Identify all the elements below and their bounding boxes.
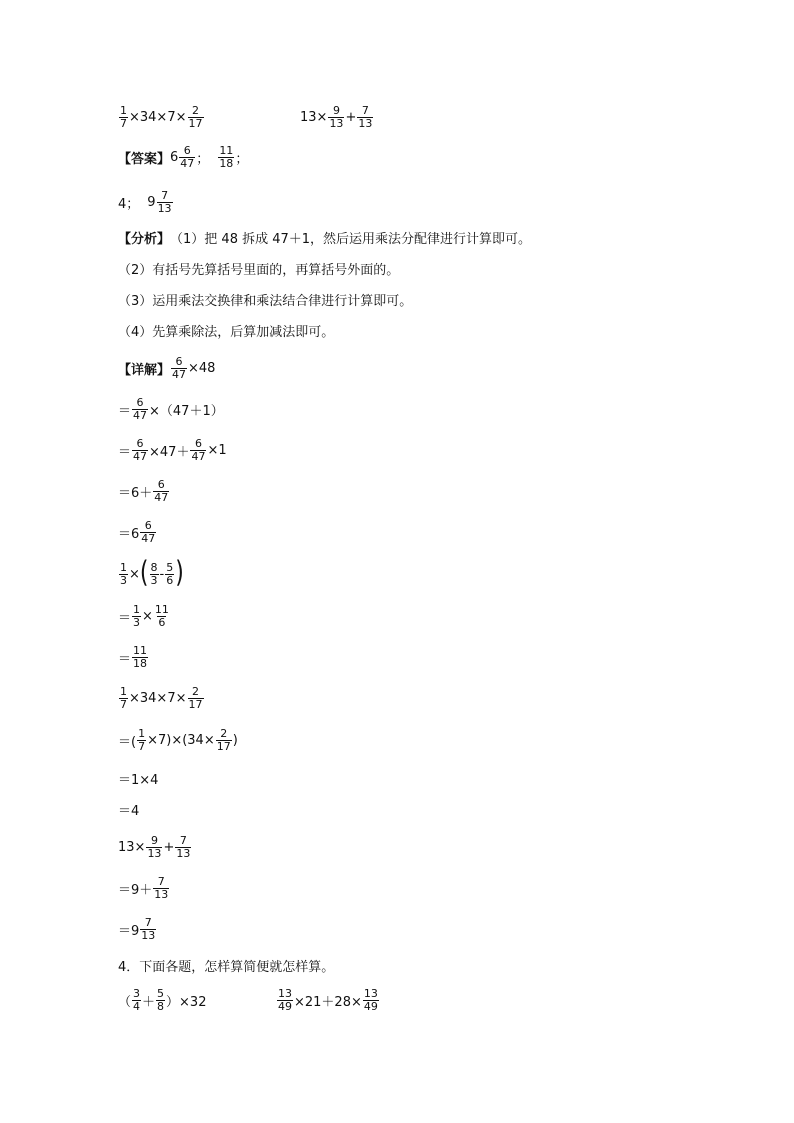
fraction: $\frac{5}{8}$ <box>157 986 165 1013</box>
detail-step-12: ＝4 <box>118 803 140 819</box>
fraction: $\frac{6}{47}$ <box>133 436 148 463</box>
detail-step-1: 【详解】 $\frac{6}{47}$ ×48 <box>118 354 216 381</box>
problem-3-4: 13× $\frac{9}{13}$ + $\frac{7}{13}$ <box>300 103 373 130</box>
fraction: $\frac{7}{13}$ <box>154 874 169 901</box>
detail-step-2: ＝ $\frac{6}{47}$ ×（47＋1） <box>118 395 224 422</box>
fraction: $\frac{11}{6}$ <box>154 602 169 629</box>
detail-step-13: 13× $\frac{9}{13}$ + $\frac{7}{13}$ <box>118 833 191 860</box>
detail-step-6: $\frac{1}{3}$ × ( $\frac{8}{3}$ - $\frac{5}{6}$ ) <box>120 556 184 591</box>
fraction: $\frac{1}{7}$ <box>120 684 127 711</box>
fraction: $\frac{7}{13}$ <box>176 833 191 860</box>
analysis-line-3: （3）运用乘法交换律和乘法结合律进行计算即可。 <box>118 293 413 309</box>
analysis-line-1: 【分析】 （1）把 48 拆成 47＋1，然后运用乘法分配律进行计算即可。 <box>118 231 532 247</box>
problem-4-1: （ $\frac{3}{4}$ ＋ $\frac{5}{8}$ ）×32 <box>118 986 207 1013</box>
analysis-line-4: （4）先算乘除法，后算加减法即可。 <box>118 324 335 340</box>
detail-step-5: ＝6 $\frac{6}{47}$ <box>118 518 156 545</box>
fraction: $\frac{6}{47}$ <box>172 354 187 381</box>
fraction: $\frac{6}{47}$ <box>154 477 169 504</box>
detail-step-10: ＝( $\frac{1}{7}$ ×7)×(34× $\frac{2}{17}$ ) <box>118 726 238 753</box>
fraction: $\frac{6}{47}$ <box>180 143 195 170</box>
fraction: $\frac{9}{13}$ <box>329 103 344 130</box>
fraction: $\frac{7}{13}$ <box>141 915 156 942</box>
analysis-line-2: （2）有括号先算括号里面的，再算括号外面的。 <box>118 262 400 278</box>
fraction: $\frac{2}{17}$ <box>188 684 203 711</box>
detail-step-3: ＝ $\frac{6}{47}$ ×47＋ $\frac{6}{47}$ ×1 <box>118 436 227 463</box>
fraction: $\frac{3}{4}$ <box>133 986 141 1013</box>
fraction: $\frac{7}{13}$ <box>157 188 172 215</box>
fraction: $\frac{6}{47}$ <box>141 518 156 545</box>
detail-step-11: ＝1×4 <box>118 772 159 788</box>
fraction: $\frac{2}{17}$ <box>216 726 231 753</box>
problem-3-3: $\frac{1}{7}$ ×34×7× $\frac{2}{17}$ <box>120 103 203 130</box>
fraction: $\frac{5}{6}$ <box>166 560 174 587</box>
detail-step-8: ＝ $\frac{11}{18}$ <box>118 643 148 670</box>
fraction: $\frac{6}{47}$ <box>191 436 206 463</box>
answer-line-2: 4； 9 $\frac{7}{13}$ <box>118 188 172 215</box>
fraction: $\frac{1}{7}$ <box>120 103 127 130</box>
fraction: $\frac{13}{49}$ <box>363 986 378 1013</box>
left-paren: ( <box>139 556 149 591</box>
detail-step-7: ＝ $\frac{1}{3}$ × $\frac{11}{6}$ <box>118 602 169 629</box>
fraction: $\frac{11}{18}$ <box>133 643 148 670</box>
fraction: $\frac{6}{47}$ <box>133 395 148 422</box>
detail-step-15: ＝9 $\frac{7}{13}$ <box>118 915 156 942</box>
problem-4-2: $\frac{13}{49}$ ×21＋28× $\frac{13}{49}$ <box>278 986 378 1013</box>
fraction: $\frac{7}{13}$ <box>358 103 373 130</box>
detail-step-14: ＝9＋ $\frac{7}{13}$ <box>118 874 169 901</box>
detail-step-4: ＝6＋ $\frac{6}{47}$ <box>118 477 169 504</box>
fraction: $\frac{1}{7}$ <box>138 726 146 753</box>
fraction: $\frac{2}{17}$ <box>188 103 203 130</box>
fraction: $\frac{11}{18}$ <box>219 143 234 170</box>
fraction: $\frac{1}{3}$ <box>120 560 127 587</box>
fraction: $\frac{9}{13}$ <box>147 833 162 860</box>
right-paren: ) <box>175 556 184 591</box>
question-4-title: 4．下面各题，怎样算简便就怎样算。 <box>118 959 335 975</box>
fraction: $\frac{8}{3}$ <box>150 560 158 587</box>
fraction: $\frac{13}{49}$ <box>278 986 292 1013</box>
fraction: $\frac{1}{3}$ <box>133 602 141 629</box>
detail-step-9: $\frac{1}{7}$ ×34×7× $\frac{2}{17}$ <box>120 684 203 711</box>
answer-line: 【答案】 6 $\frac{6}{47}$ ； $\frac{11}{18}$ ； <box>118 143 249 170</box>
